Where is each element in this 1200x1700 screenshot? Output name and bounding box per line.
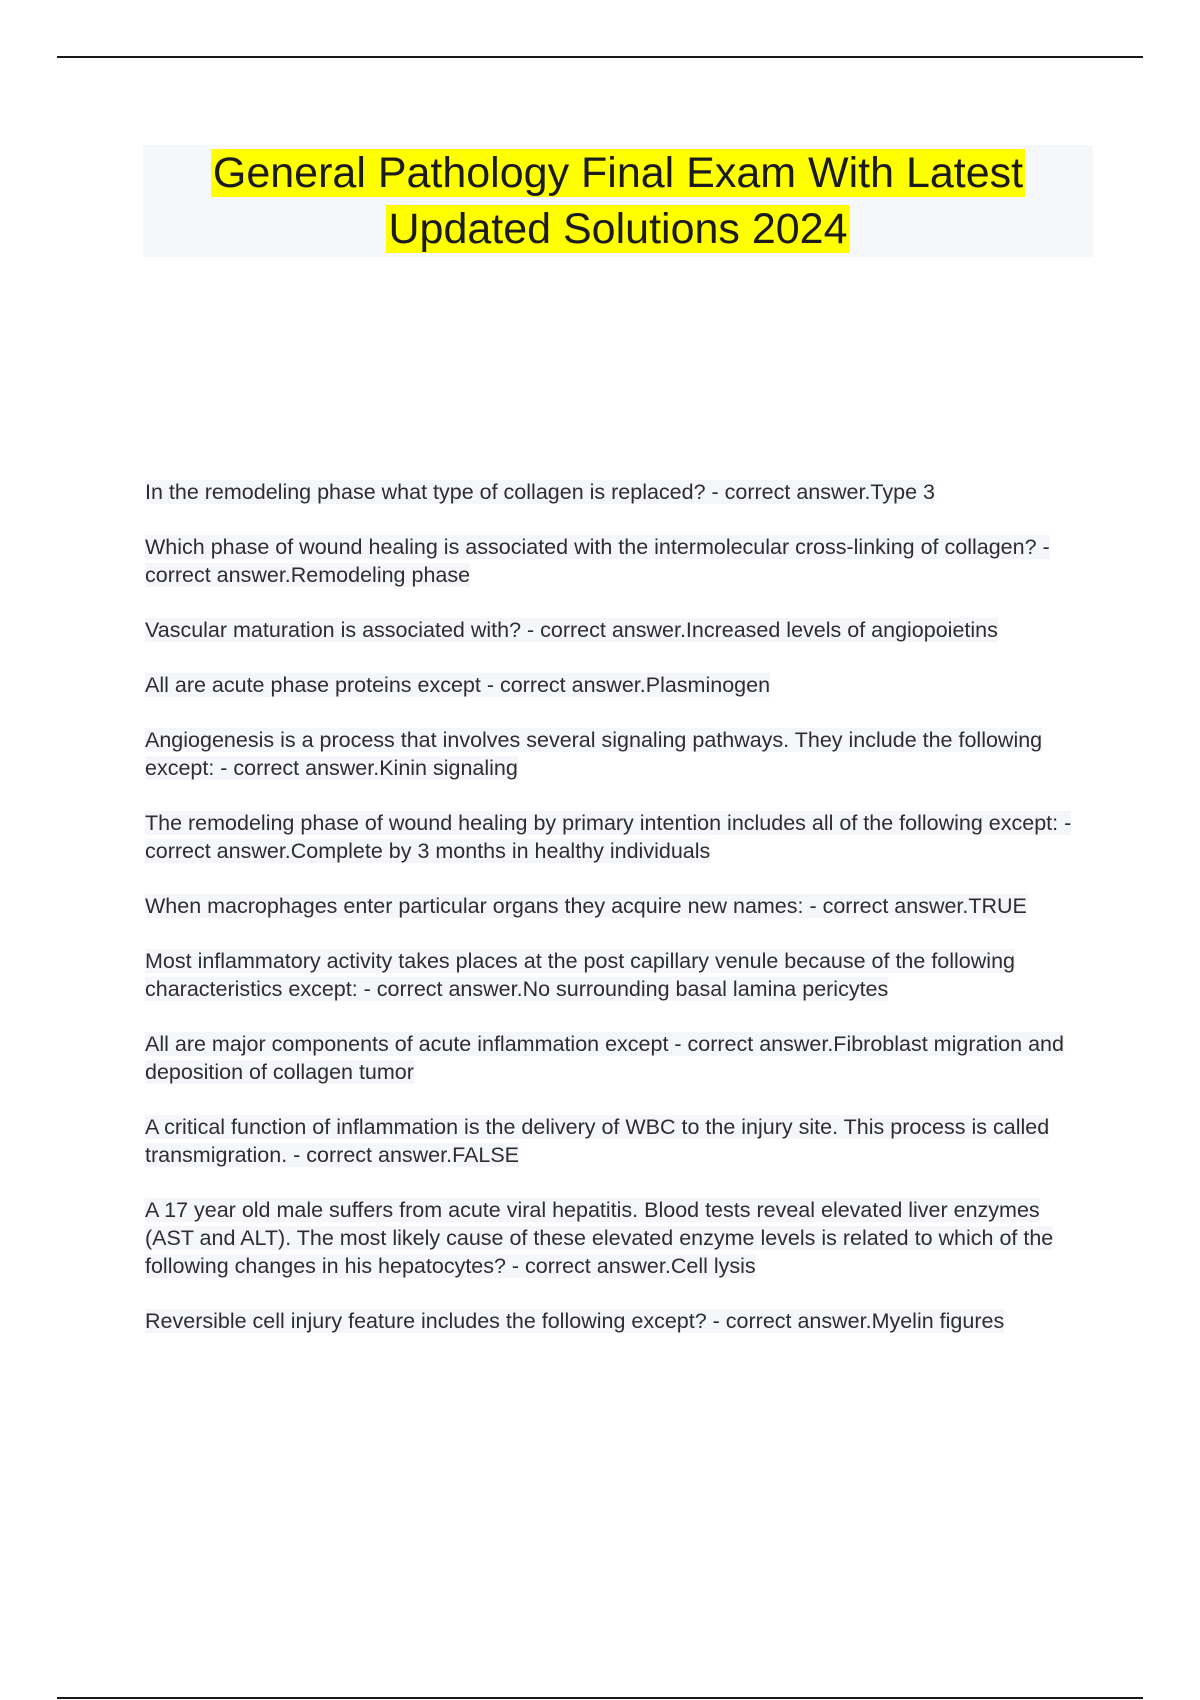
question-text: Reversible cell injury feature includes the following except? - correct answer.Myelin figures	[145, 1309, 1005, 1333]
question-item	[145, 947, 1090, 1003]
question-text: A 17 year old male suffers from acute viral hepatitis. Blood tests reveal elevated liver enzymes (AST and ALT). The most likely cause of these elevated enzyme levels is related to which of the following changes in his hepatocytes? - correct answer.Cell lysis	[145, 1198, 1054, 1278]
question-text: In the remodeling phase what type of collagen is replaced? - correct answer.Type 3	[145, 480, 935, 504]
title-line-1: General Pathology Final Exam With Latest	[212, 149, 1024, 197]
question-text: When macrophages enter particular organs they acquire new names: - correct answer.TRUE	[145, 894, 1027, 918]
question-item	[145, 1113, 1090, 1169]
question-text: A critical function of inflammation is the delivery of WBC to the injury site. This process is called transmigration. - correct answer.FALSE	[145, 1115, 1050, 1167]
question-item	[145, 1030, 1090, 1086]
document-title	[143, 145, 1093, 257]
question-item	[145, 533, 1090, 589]
question-item	[145, 1196, 1090, 1280]
question-text: The remodeling phase of wound healing by primary intention includes all of the following except: - correct answer.Complete by 3 months in healthy individuals	[145, 811, 1072, 863]
top-rule	[57, 56, 1143, 58]
question-item	[145, 671, 1090, 699]
question-item	[145, 809, 1090, 865]
question-text: All are acute phase proteins except - correct answer.Plasminogen	[145, 673, 771, 697]
question-text: Most inflammatory activity takes places at the post capillary venule because of the following characteristics except: - correct answer.No surrounding basal lamina pericytes	[145, 949, 1015, 1001]
question-list	[145, 478, 1090, 1362]
title-line-2: Updated Solutions 2024	[388, 205, 848, 253]
question-item	[145, 616, 1090, 644]
bottom-rule	[57, 1697, 1143, 1699]
question-item	[145, 892, 1090, 920]
question-text: Angiogenesis is a process that involves several signaling pathways. They include the following except: - correct answer.Kinin signaling	[145, 728, 1043, 780]
question-item	[145, 478, 1090, 506]
question-item	[145, 726, 1090, 782]
question-text: Vascular maturation is associated with? - correct answer.Increased levels of angiopoietins	[145, 618, 998, 642]
question-text: All are major components of acute inflammation except - correct answer.Fibroblast migration and deposition of collagen tumor	[145, 1032, 1064, 1084]
question-item	[145, 1307, 1090, 1335]
question-text: Which phase of wound healing is associated with the intermolecular cross-linking of collagen? - correct answer.Remodeling phase	[145, 535, 1050, 587]
